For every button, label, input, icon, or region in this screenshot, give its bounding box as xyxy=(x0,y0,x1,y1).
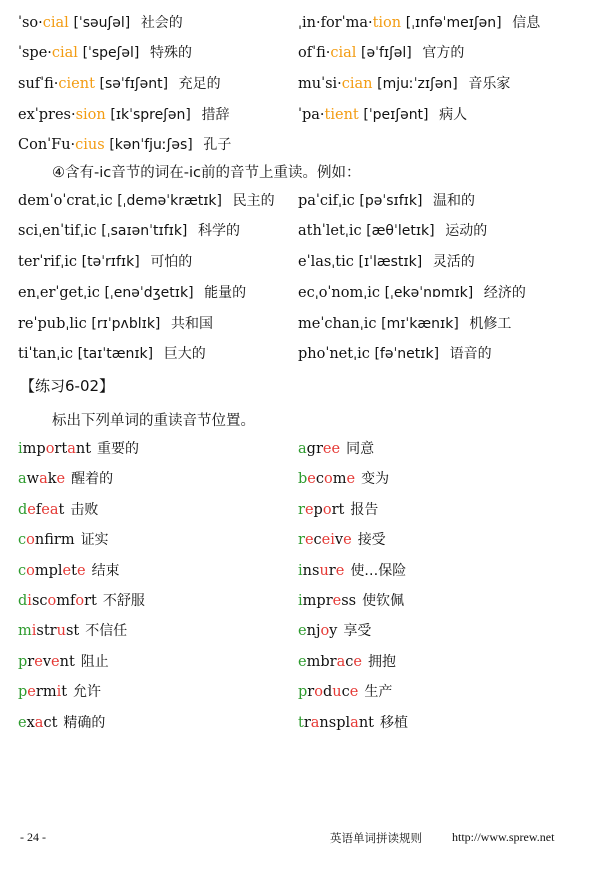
ic-row xyxy=(0,341,600,367)
translation: 能量的 xyxy=(204,285,247,301)
book-title: 英语单词拼读规则 xyxy=(330,831,422,845)
exercise-row xyxy=(0,558,600,584)
word: sciˌenˈtifˌic xyxy=(18,223,97,239)
exercise-word: mistrust xyxy=(18,623,80,640)
exercise-item xyxy=(18,558,120,584)
ipa: [rɪˈpʌblɪk] xyxy=(91,316,161,332)
ic-row xyxy=(0,188,600,214)
exercise-item xyxy=(298,679,392,705)
exercise-translation: 击败 xyxy=(70,501,99,518)
exercise-translation: 醒着的 xyxy=(71,471,114,488)
exercise-item xyxy=(298,497,378,523)
ipa: [mɪˈkænɪk] xyxy=(381,316,459,332)
ic-left xyxy=(18,280,246,306)
ipa: [əˈfɪʃəl] xyxy=(361,45,412,61)
exercise-word: impress xyxy=(298,593,357,609)
exercise-word: report xyxy=(298,501,345,518)
exercise-item xyxy=(18,497,98,523)
translation: 温和的 xyxy=(433,193,476,209)
example-left xyxy=(18,132,231,158)
word: ˈpa·tient xyxy=(298,107,359,123)
translation: 信息 xyxy=(512,15,541,31)
exercise-item xyxy=(18,588,145,614)
exercise-item xyxy=(18,710,105,736)
ipa: [ɪkˈspreʃən] xyxy=(110,107,191,123)
example-row xyxy=(0,10,600,36)
exercise-translation: 重要的 xyxy=(97,441,140,457)
exercise-word: become xyxy=(298,471,356,488)
translation: 特殊的 xyxy=(149,45,192,61)
exercise-item xyxy=(18,527,109,553)
word: ecˌoˈnomˌic xyxy=(298,285,380,301)
word: exˈpres·sion xyxy=(18,107,106,123)
translation: 充足的 xyxy=(178,76,221,92)
word: eˈlasˌtic xyxy=(298,254,354,270)
exercise-word: important xyxy=(18,441,92,457)
exercise-word: complete xyxy=(18,562,86,579)
translation: 官方的 xyxy=(422,45,465,61)
exercise-word: produce xyxy=(298,684,359,701)
exercise-translation: 使钦佩 xyxy=(362,593,405,609)
exercise-word: insure xyxy=(298,562,345,579)
exercise-translation: 精确的 xyxy=(63,714,106,731)
example-row xyxy=(0,71,600,97)
exercise-item xyxy=(298,436,374,462)
page-number: - 24 - xyxy=(20,830,46,844)
ic-right xyxy=(298,280,526,306)
ipa: [ˌɪnfəˈmeɪʃən] xyxy=(405,15,502,31)
word: demˈoˈcratˌic xyxy=(18,193,113,209)
word: ˈspe·cial xyxy=(18,45,78,61)
exercise-item xyxy=(18,618,127,644)
exercise-row xyxy=(0,466,600,492)
example-right xyxy=(298,71,510,97)
word: enˌerˈgetˌic xyxy=(18,285,100,301)
exercise-translation: 阻止 xyxy=(80,653,109,670)
word: terˈrifˌic xyxy=(18,254,78,270)
exercise-word: receive xyxy=(298,532,352,549)
exercise-word: transplant xyxy=(298,714,374,731)
exercise-row xyxy=(0,527,600,553)
exercise-translation: 报告 xyxy=(350,501,379,518)
example-left xyxy=(18,40,192,66)
exercise-item xyxy=(298,649,396,675)
translation: 运动的 xyxy=(445,223,488,239)
exercise-row xyxy=(0,649,600,675)
exercise-row xyxy=(0,497,600,523)
word: meˈchanˌic xyxy=(298,316,377,332)
exercise-translation: 移植 xyxy=(379,714,408,731)
translation: 共和国 xyxy=(171,316,214,332)
example-left xyxy=(18,102,229,128)
ipa: [ˌenəˈdʒetɪk] xyxy=(104,285,194,301)
exercise-translation: 同意 xyxy=(346,441,375,457)
ic-left xyxy=(18,188,275,214)
translation: 可怕的 xyxy=(150,254,193,270)
example-right xyxy=(298,102,467,128)
rule-text: ④含有-ic音节的词在-ic前的音节上重读。例如： xyxy=(52,165,361,181)
exercise-word: enjoy xyxy=(298,623,338,640)
word: ˌin·forˈma·tion xyxy=(298,15,402,31)
word: sufˈfi·cient xyxy=(18,76,95,92)
ic-left xyxy=(18,341,206,367)
exercise-heading-row xyxy=(0,373,600,399)
ipa: [ˈspeʃəl] xyxy=(82,45,140,61)
exercise-item xyxy=(298,710,408,736)
exercise-translation: 允许 xyxy=(73,684,102,701)
ic-left xyxy=(18,218,240,244)
exercise-item xyxy=(18,436,139,462)
exercise-row xyxy=(0,588,600,614)
translation: 孔子 xyxy=(203,137,232,153)
translation: 社会的 xyxy=(140,15,183,31)
ic-left xyxy=(18,311,213,337)
exercise-translation: 享受 xyxy=(343,623,372,640)
word: athˈletˌic xyxy=(298,223,362,239)
exercise-word: confrm xyxy=(18,532,75,549)
ipa: [ˌdeməˈkrætɪk] xyxy=(117,193,222,209)
ipa: [kənˈfjuːʃəs] xyxy=(109,137,193,153)
exercise-item xyxy=(298,466,389,492)
exercise-instruction: 标出下列单词的重读音节位置。 xyxy=(52,413,255,429)
ic-right xyxy=(298,188,475,214)
exercise-row xyxy=(0,618,600,644)
translation: 音乐家 xyxy=(468,76,511,92)
ic-right xyxy=(298,341,492,367)
exercise-translation: 结束 xyxy=(91,562,120,579)
exercise-word: discomfort xyxy=(18,593,97,609)
translation: 机修工 xyxy=(469,316,512,332)
ipa: [mjuːˈzɪʃən] xyxy=(377,76,458,92)
word: ConˈFu·cius xyxy=(18,137,105,153)
ipa: [təˈrɪfɪk] xyxy=(81,254,140,270)
ic-left xyxy=(18,249,192,275)
exercise-word: embrace xyxy=(298,653,362,670)
exercise-translation: 生产 xyxy=(364,684,393,701)
ipa: [pəˈsɪfɪk] xyxy=(359,193,423,209)
exercise-translation: 使…保险 xyxy=(350,562,407,579)
translation: 科学的 xyxy=(198,223,241,239)
exercise-translation: 不舒服 xyxy=(102,593,145,609)
exercise-item xyxy=(18,466,113,492)
ipa: [fəˈnetɪk] xyxy=(374,346,440,362)
exercise-word: awake xyxy=(18,471,66,488)
ipa: [ˈpeɪʃənt] xyxy=(363,107,429,123)
word: muˈsi·cian xyxy=(298,76,373,92)
example-right xyxy=(298,40,464,66)
exercise-instruction-row xyxy=(0,408,600,434)
example-left xyxy=(18,71,221,97)
translation: 病人 xyxy=(439,107,468,123)
exercise-row xyxy=(0,679,600,705)
ipa: [ˈsəuʃəl] xyxy=(73,15,131,31)
exercise-item xyxy=(18,649,109,675)
ic-row xyxy=(0,311,600,337)
example-row xyxy=(0,40,600,66)
ipa: [æθˈletɪk] xyxy=(366,223,435,239)
exercise-item xyxy=(298,558,406,584)
ipa: [ˌekəˈnɒmɪk] xyxy=(384,285,474,301)
word: tiˈtanˌic xyxy=(18,346,74,362)
translation: 经济的 xyxy=(483,285,526,301)
translation: 巨大的 xyxy=(163,346,206,362)
exercise-item xyxy=(18,679,101,705)
exercise-row xyxy=(0,710,600,736)
exercise-translation: 不信任 xyxy=(85,623,128,640)
example-left xyxy=(18,10,183,36)
example-row xyxy=(0,102,600,128)
exercise-translation: 证实 xyxy=(80,532,109,549)
ipa: [ˌsaɪənˈtɪfɪk] xyxy=(101,223,188,239)
exercise-heading: 【练习6-02】 xyxy=(20,377,115,395)
exercise-word: permit xyxy=(18,684,68,701)
exercise-translation: 接受 xyxy=(357,532,386,549)
exercise-translation: 变为 xyxy=(361,471,390,488)
ic-row xyxy=(0,280,600,306)
rule-line xyxy=(0,160,600,186)
word: ofˈfi·cial xyxy=(298,45,357,61)
ipa: [ɪˈlæstɪk] xyxy=(358,254,423,270)
example-row xyxy=(0,132,600,158)
exercise-row xyxy=(0,436,600,462)
exercise-translation: 拥抱 xyxy=(367,653,396,670)
ipa: [səˈfɪʃənt] xyxy=(99,76,169,92)
word: reˈpubˌlic xyxy=(18,316,87,332)
exercise-item xyxy=(298,588,404,614)
word: phoˈnetˌic xyxy=(298,346,370,362)
translation: 灵活的 xyxy=(432,254,475,270)
example-right xyxy=(298,10,540,36)
ipa: [taɪˈtænɪk] xyxy=(77,346,154,362)
word: paˈcifˌic xyxy=(298,193,355,209)
website-link[interactable]: http://www.sprew.net xyxy=(452,830,555,844)
exercise-word: exact xyxy=(18,714,58,731)
ic-row xyxy=(0,218,600,244)
translation: 措辞 xyxy=(201,107,230,123)
exercise-word: agree xyxy=(298,441,341,457)
ic-right xyxy=(298,311,511,337)
ic-right xyxy=(298,218,487,244)
word: ˈso·cial xyxy=(18,15,69,31)
exercise-item xyxy=(298,527,386,553)
ic-right xyxy=(298,249,475,275)
translation: 民主的 xyxy=(232,193,275,209)
exercise-item xyxy=(298,618,371,644)
ic-row xyxy=(0,249,600,275)
exercise-word: defeat xyxy=(18,501,65,518)
exercise-word: prevent xyxy=(18,653,75,670)
translation: 语音的 xyxy=(449,346,492,362)
